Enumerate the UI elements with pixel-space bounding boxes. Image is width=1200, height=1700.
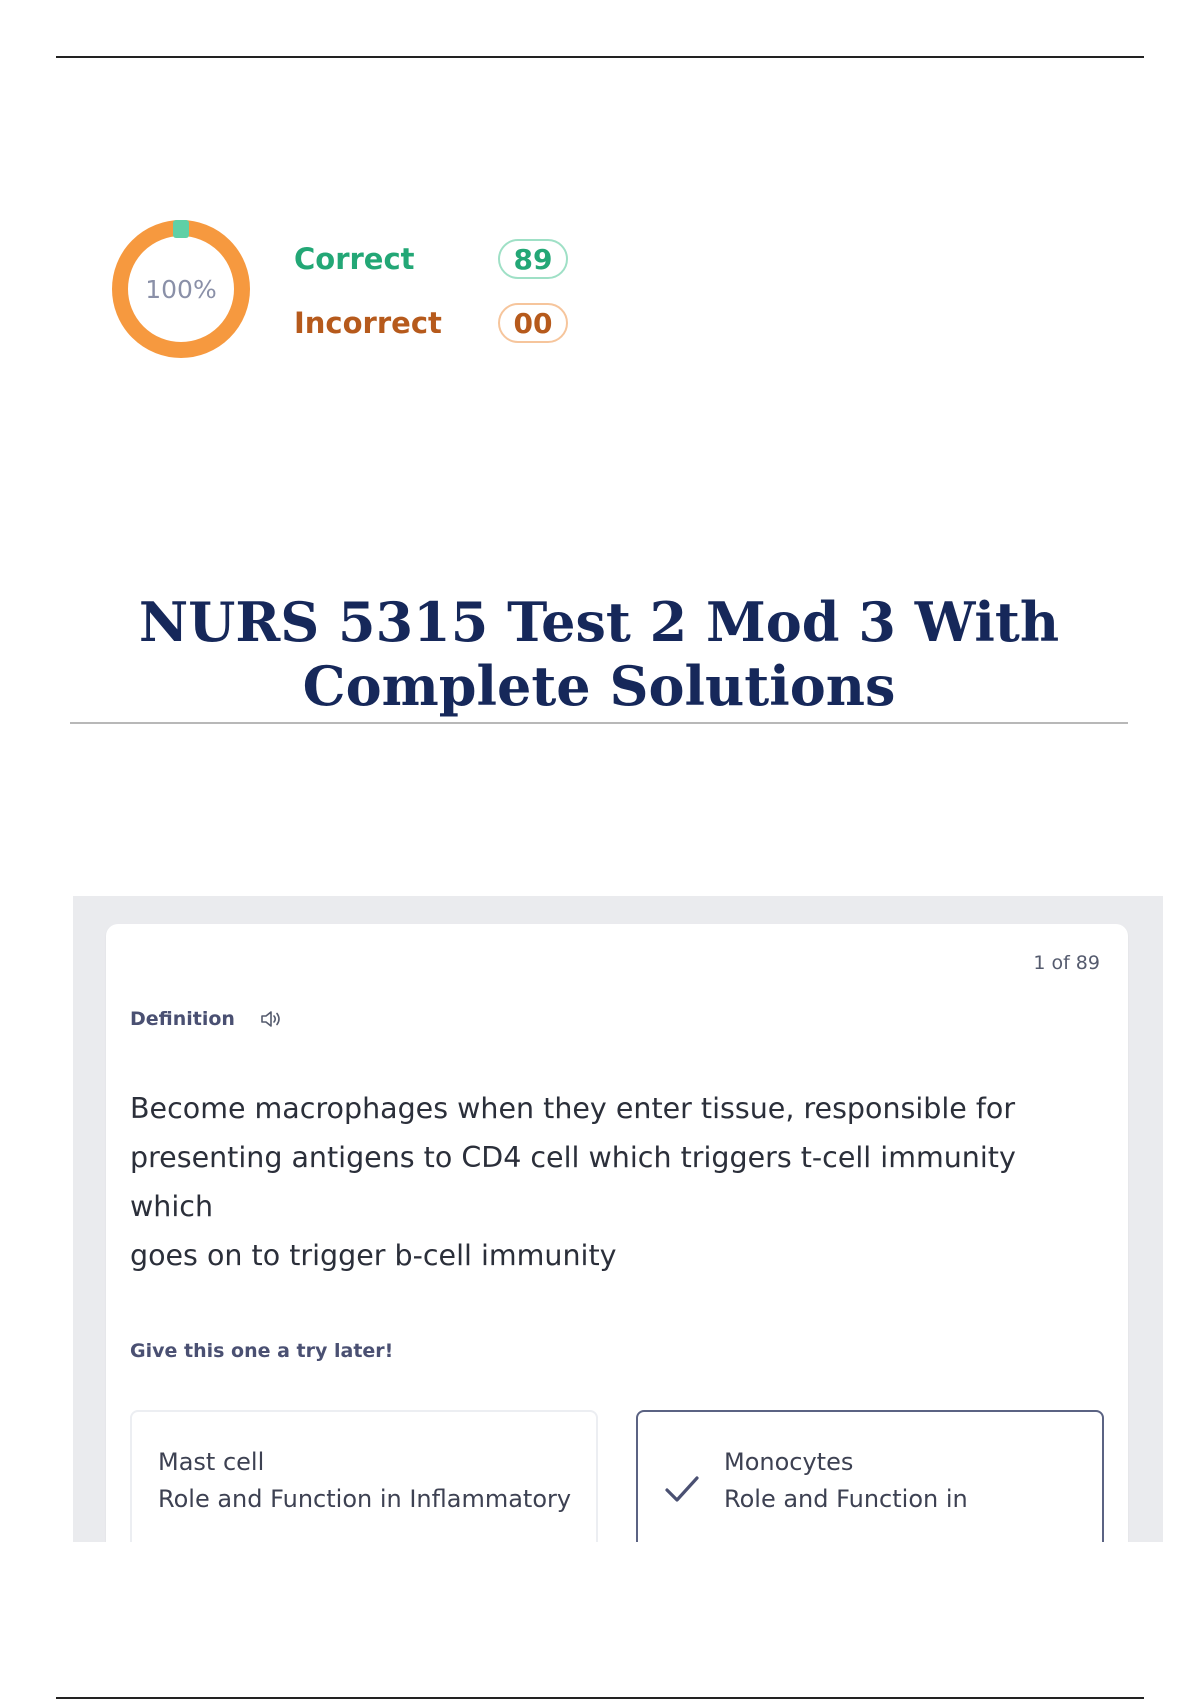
document-title	[70, 590, 1128, 718]
bottom-rule	[56, 1697, 1144, 1699]
question-line: presenting antigens to CD4 cell which triggers t-cell immunity which	[130, 1141, 1016, 1223]
document-title-line-2: Complete Solutions	[302, 654, 896, 718]
correct-count-badge: 89	[498, 239, 568, 279]
donut-percent-label: 100%	[145, 274, 217, 304]
question-line: Become macrophages when they enter tissue, responsible for	[130, 1092, 1016, 1125]
option-subtitle: Role and Function in	[724, 1485, 968, 1513]
correct-label: Correct	[294, 242, 415, 276]
score-summary	[110, 218, 580, 360]
card-counter: 1 of 89	[1033, 952, 1100, 974]
option-subtitle: Role and Function in Inflammatory	[158, 1485, 572, 1513]
definition-label: Definition	[130, 1008, 235, 1030]
speaker-icon[interactable]	[259, 1008, 283, 1030]
question-text	[130, 1084, 1090, 1280]
option-text	[724, 1444, 968, 1518]
answer-option-monocytes[interactable]	[636, 1410, 1104, 1542]
checkmark-icon	[664, 1474, 700, 1504]
flashcard	[106, 924, 1128, 1542]
incorrect-row	[294, 302, 568, 344]
score-donut	[110, 218, 252, 360]
title-divider	[70, 722, 1128, 724]
question-line: goes on to trigger b-cell immunity	[130, 1239, 617, 1272]
flashcard-screenshot	[73, 896, 1163, 1542]
incorrect-count-badge: 00	[498, 303, 568, 343]
option-text	[158, 1444, 571, 1518]
incorrect-label: Incorrect	[294, 306, 442, 340]
option-term: Mast cell	[158, 1448, 265, 1476]
answer-option-mast-cell[interactable]	[130, 1410, 598, 1542]
option-term: Monocytes	[724, 1448, 854, 1476]
correct-row	[294, 238, 568, 280]
document-title-line-1: NURS 5315 Test 2 Mod 3 With	[138, 590, 1060, 654]
top-rule	[56, 56, 1144, 58]
try-later-link[interactable]: Give this one a try later!	[130, 1340, 394, 1362]
definition-header	[130, 1008, 283, 1030]
